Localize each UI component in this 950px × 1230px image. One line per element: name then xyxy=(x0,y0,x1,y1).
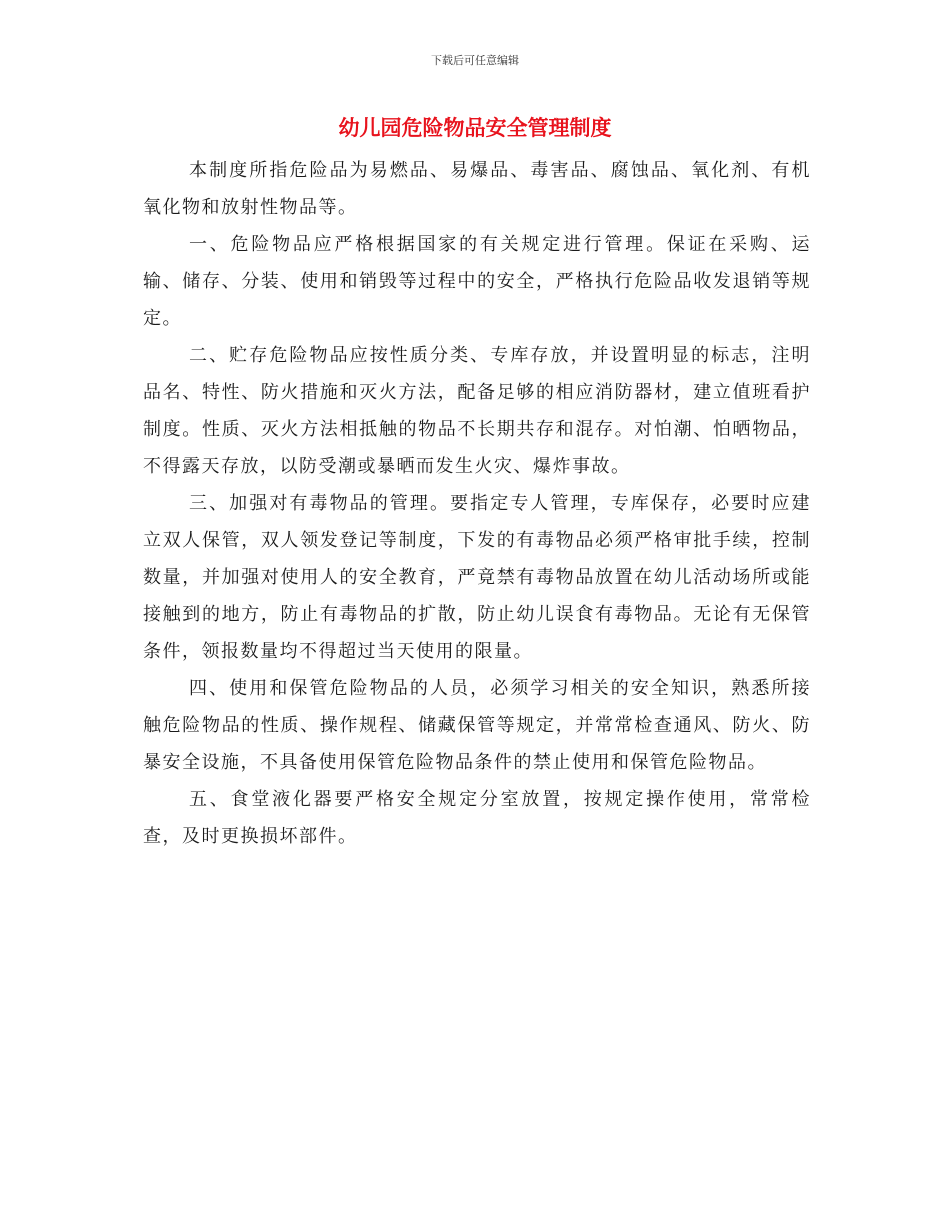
page-header: 下载后可任意编辑 xyxy=(431,54,519,67)
paragraph-3: 三、加强对有毒物品的管理。要指定专人管理，专库保存，必要时应建立双人保管，双人领发登记等制度，下发的有毒物品必须严格审批手续，控制数量，并加强对使用人的安全教育，严竟禁有毒物品放置在幼儿活动场所或能接触到的地方，防止有毒物品的扩散，防止幼儿误食有毒物品。无论有无保管条件，领报数量均不得超过当天使用的限量。 xyxy=(143,493,811,662)
paragraph-4: 四、使用和保管危险物品的人员，必须学习相关的安全知识，熟悉所接触危险物品的性质、操作规程、储藏保管等规定，并常常检查通风、防火、防暴安全设施，不具备使用保管危险物品条件的禁止使用和保管危险物品。 xyxy=(143,678,811,773)
document-body xyxy=(143,152,811,855)
paragraph-5: 五、食堂液化器要严格安全规定分室放置，按规定操作使用，常常检查，及时更换损坏部件。 xyxy=(143,789,811,847)
paragraph-intro: 本制度所指危险品为易燃品、易爆品、毒害品、腐蚀品、氧化剂、有机氧化物和放射性物品等。 xyxy=(143,160,811,218)
document-title: 幼儿园危险物品安全管理制度 xyxy=(338,116,612,140)
paragraph-1: 一、危险物品应严格根据国家的有关规定进行管理。保证在采购、运输、储存、分装、使用和销毁等过程中的安全，严格执行危险品收发退销等规定。 xyxy=(143,234,811,329)
paragraph-2: 二、贮存危险物品应按性质分类、专库存放，并设置明显的标志，注明品名、特性、防火措施和灭火方法，配备足够的相应消防器材，建立值班看护制度。性质、灭火方法相抵触的物品不长期共存和混存。对怕潮、怕晒物品，不得露天存放，以防受潮或暴晒而发生火灾、爆炸事故。 xyxy=(143,345,811,477)
